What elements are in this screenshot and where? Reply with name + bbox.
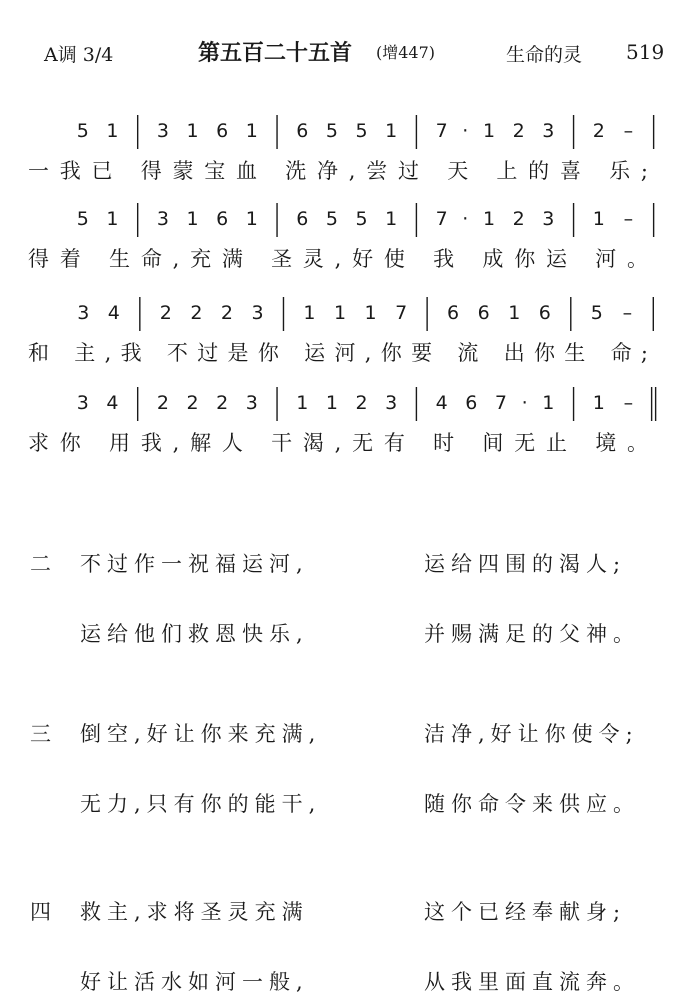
verse-line: 无力,只有你的能干, [80, 792, 322, 816]
verse-line: 运给他们救恩快乐, [80, 622, 309, 646]
note: – [623, 120, 634, 142]
note: 6 [216, 120, 229, 142]
note: 1 [542, 392, 555, 414]
verse-line: 好让活水如河一般, [80, 970, 309, 994]
note: 1 [106, 120, 119, 142]
note: 7 [494, 392, 507, 414]
note: 1 [186, 208, 199, 230]
note: 4 [107, 302, 120, 324]
note: 5 [325, 120, 338, 142]
verse-line: 随你命令来供应。 [424, 792, 640, 816]
verse-line: 洁净,好让你使令; [424, 722, 639, 746]
note: 1 [508, 302, 521, 324]
note: 7 [395, 302, 408, 324]
note: 6 [447, 302, 460, 324]
note: 5 [76, 120, 89, 142]
note: 7 [435, 208, 448, 230]
verse-line: 运给四围的渴人; [424, 552, 627, 576]
verse-number: 四 [30, 900, 51, 924]
lyric-line: 求你 用我,解人 干渴,无有 时 间无止 境。 [28, 431, 648, 455]
note: 2 [216, 392, 229, 414]
note: 1 [592, 208, 605, 230]
note: 5 [76, 208, 89, 230]
note: 1 [333, 302, 347, 324]
hymn-number-title: 第五百二十五首 [198, 40, 353, 66]
note: 1 [364, 302, 377, 324]
note: 4 [106, 392, 119, 414]
note: 6 [296, 120, 309, 142]
note: 2 [190, 302, 203, 324]
note: 1 [245, 208, 258, 230]
numbered-notation-score [0, 0, 700, 480]
lyric-line: 一我已 得蒙宝血 洗净,尝过 天 上的喜 乐; [28, 159, 648, 183]
note: 1 [385, 208, 398, 230]
note: 2 [512, 208, 525, 230]
note: 3 [76, 392, 89, 414]
page-number: 519 [626, 40, 665, 64]
note: 2 [512, 120, 525, 142]
note: – [622, 302, 633, 324]
note: 1 [325, 392, 338, 414]
note: 2 [156, 392, 169, 414]
note: 2 [355, 392, 368, 414]
note: 7 [435, 120, 448, 142]
note: 3 [77, 302, 90, 324]
note: · [521, 392, 528, 414]
note: 3 [245, 392, 258, 414]
note: 2 [592, 120, 605, 142]
note: 5 [355, 208, 368, 230]
key-and-time-signature: A调 3/4 [44, 44, 114, 66]
supplement-number: (增447) [376, 43, 436, 62]
note: 2 [220, 302, 233, 324]
note: 3 [542, 120, 555, 142]
note: 1 [245, 120, 258, 142]
note: 3 [156, 120, 169, 142]
verse-line: 救主,求将圣灵充满 [80, 900, 309, 924]
note: 5 [355, 120, 368, 142]
note: – [623, 392, 634, 414]
note: 1 [483, 208, 496, 230]
hymn-title: 生命的灵 [506, 44, 583, 66]
verse-number: 二 [30, 552, 51, 576]
note: 6 [538, 302, 551, 324]
verse-line: 倒空,好让你来充满, [80, 722, 322, 746]
note: 1 [592, 392, 605, 414]
note: 1 [296, 392, 309, 414]
note: 2 [186, 392, 199, 414]
note: 4 [435, 392, 448, 414]
verse-line: 不过作一祝福运河, [80, 552, 309, 576]
note: 6 [296, 208, 309, 230]
note: 6 [216, 208, 229, 230]
verse-line: 这个已经奉献身; [424, 900, 627, 924]
note: 1 [186, 120, 199, 142]
note: 1 [303, 302, 316, 324]
lyric-line: 得着 生命,充满 圣灵,好使 我 成你运 河。 [28, 247, 648, 271]
verse-line: 从我里面直流奔。 [424, 970, 640, 994]
note: 3 [385, 392, 398, 414]
note: 1 [483, 120, 496, 142]
note: 5 [325, 208, 338, 230]
note: 2 [159, 302, 172, 324]
note: 1 [106, 208, 119, 230]
lyric-line: 和 主,我 不过是你 运河,你要 流 出你生 命; [28, 341, 649, 365]
verse-line: 并赐满足的父神。 [424, 622, 640, 646]
note: 5 [590, 302, 603, 324]
note: 3 [251, 302, 264, 324]
note: 3 [156, 208, 169, 230]
note: 3 [542, 208, 555, 230]
note: 6 [477, 302, 490, 324]
note: – [623, 208, 634, 230]
note: · [462, 208, 469, 230]
note: 6 [465, 392, 478, 414]
note: 1 [385, 120, 398, 142]
note: · [462, 120, 469, 142]
verse-number: 三 [30, 722, 51, 746]
